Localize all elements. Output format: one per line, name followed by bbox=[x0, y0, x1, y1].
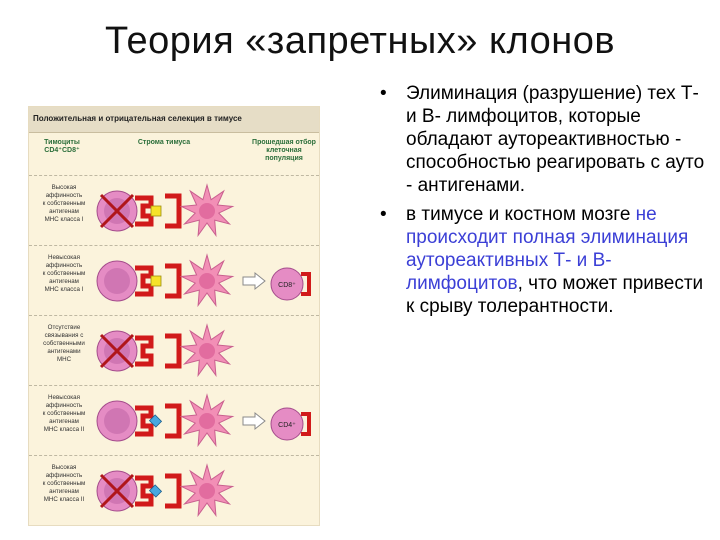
selection-row bbox=[29, 385, 319, 456]
row-illustration bbox=[95, 246, 319, 316]
column-head-stroma: Строма тимуса bbox=[137, 139, 191, 146]
thymocyte-nucleus bbox=[104, 408, 130, 434]
cd8-coreceptor bbox=[151, 276, 161, 286]
selection-row bbox=[29, 315, 319, 386]
bullet-marker: • bbox=[380, 83, 387, 104]
row-label-line: антигенам bbox=[49, 208, 79, 215]
stroma-nucleus bbox=[199, 273, 215, 289]
selection-row bbox=[29, 455, 319, 526]
row-label-line: аффинность bbox=[45, 402, 83, 409]
row-label-line: связывания с bbox=[44, 332, 84, 339]
selection-row bbox=[29, 175, 319, 246]
stroma-nucleus bbox=[199, 413, 215, 429]
row-label-line: Высокая bbox=[51, 464, 77, 471]
column-head-thymocytes: Тимоциты CD4⁺CD8⁺ bbox=[44, 139, 80, 154]
bullet-text: в тимусе и костном мозге bbox=[406, 204, 636, 225]
bullet-list bbox=[380, 82, 710, 324]
row-label bbox=[33, 254, 95, 294]
row-illustration bbox=[95, 316, 319, 386]
cd8-coreceptor bbox=[151, 206, 161, 216]
bullet-item-2 bbox=[380, 203, 710, 318]
row-label-line: аффинность bbox=[45, 262, 83, 269]
figure-header: Положительная и отрицательная селекция в тимусе bbox=[29, 107, 319, 133]
bullet-item-1 bbox=[380, 82, 710, 197]
row-label-line: собственными bbox=[43, 340, 85, 347]
bullet-text: , что может привести к срыву толерантности. bbox=[406, 273, 704, 317]
row-label-line: аффинность bbox=[45, 472, 83, 479]
row-label-line: Невысокая bbox=[48, 394, 80, 401]
row-label-line: МНС класса II bbox=[43, 426, 85, 433]
row-label-line: антигенам bbox=[49, 488, 79, 495]
row-label-line: антигенами bbox=[47, 348, 81, 355]
mhc-molecule bbox=[165, 266, 179, 296]
mhc-molecule bbox=[165, 196, 179, 226]
row-label-line: Высокая bbox=[51, 184, 77, 191]
row-label bbox=[33, 464, 95, 504]
row-label-line: к собственным bbox=[42, 410, 86, 417]
slide-title: Теория «запретных» клонов bbox=[104, 20, 616, 62]
row-label-line: МНС bbox=[56, 356, 72, 363]
row-label-line: к собственным bbox=[42, 200, 86, 207]
mature-cell-label: CD4⁺ bbox=[278, 422, 296, 429]
bullet-text: Элиминация (разрушение) тех Т- и В- лимфоцитов, которые обладают аутореактивностью - способностью реагировать с ауто - антигенами. bbox=[406, 83, 705, 196]
row-label-line: к собственным bbox=[42, 480, 86, 487]
mhc-molecule bbox=[165, 476, 179, 506]
row-label-line: МНС класса II bbox=[43, 496, 85, 503]
mhc-molecule bbox=[165, 336, 179, 366]
mhc-molecule bbox=[165, 406, 179, 436]
stroma-nucleus bbox=[199, 203, 215, 219]
row-label-line: антигенам bbox=[49, 418, 79, 425]
row-illustration bbox=[95, 386, 319, 456]
row-label-line: к собственным bbox=[42, 270, 86, 277]
row-label-line: аффинность bbox=[45, 192, 83, 199]
arrow-right-icon bbox=[243, 273, 265, 289]
bullet-marker: • bbox=[380, 204, 387, 225]
row-illustration bbox=[95, 456, 319, 526]
bullet-text-highlight: не происходит полная элиминация аутореактивных Т- и В- лимфоцитов bbox=[406, 204, 689, 294]
row-label bbox=[33, 394, 95, 434]
row-label bbox=[33, 324, 95, 364]
figure-column-headers bbox=[29, 135, 319, 173]
row-label-line: МНС класса I bbox=[44, 286, 84, 293]
row-label bbox=[33, 184, 95, 224]
thymocyte-nucleus bbox=[104, 268, 130, 294]
arrow-right-icon bbox=[243, 413, 265, 429]
row-label-line: Отсутствие bbox=[47, 324, 81, 331]
row-label-line: МНС класса I bbox=[44, 216, 84, 223]
row-label-line: антигенам bbox=[49, 278, 79, 285]
column-head-population: Прошедшая отбор клеточная популяция bbox=[252, 139, 316, 162]
mature-cell-label: CD8⁺ bbox=[278, 282, 296, 289]
selection-row bbox=[29, 245, 319, 316]
row-illustration bbox=[95, 176, 319, 246]
row-label-line: Невысокая bbox=[48, 254, 80, 261]
thymus-selection-figure bbox=[28, 106, 320, 526]
stroma-nucleus bbox=[199, 343, 215, 359]
stroma-nucleus bbox=[199, 483, 215, 499]
